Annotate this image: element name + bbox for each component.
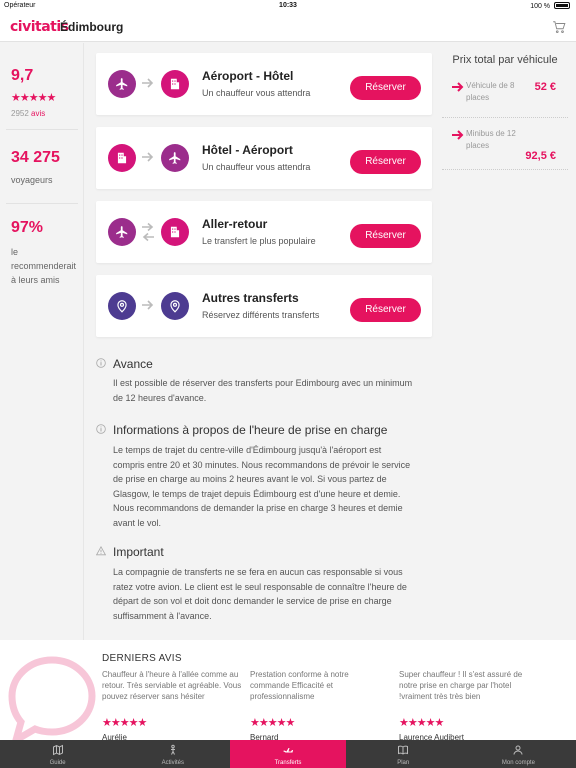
price-value: 92,5 € [525, 150, 556, 162]
arrow-right-icon [141, 77, 155, 89]
review-card[interactable] [250, 669, 390, 740]
info-body: Il est possible de réserver des transferts pour Edimbourg avec un minimum de 12 heures d'avance. [113, 378, 413, 403]
transfer-subtitle: Réservez différents transferts [202, 310, 320, 320]
reviews-count[interactable] [11, 109, 55, 118]
status-bar [0, 0, 576, 12]
round-trip-arrows-icon [141, 222, 155, 242]
transfer-title: Aéroport - Hôtel [202, 69, 294, 83]
review-author: Laurence Audibert [399, 733, 464, 740]
arrow-right-icon [452, 130, 464, 140]
arrow-right-icon [452, 82, 464, 92]
travellers-block [11, 149, 60, 187]
reviews-link[interactable]: avis [31, 109, 46, 118]
hotel-icon [161, 70, 189, 98]
recommend-label-line: le [11, 247, 19, 257]
battery-percent: 100 % [530, 3, 551, 10]
plane-icon [108, 218, 136, 246]
recommend-label-line: recommenderait [11, 261, 77, 271]
tab-guide[interactable] [0, 740, 115, 768]
review-author: Aurélie [102, 733, 127, 740]
battery-status [530, 2, 570, 10]
info-body: La compagnie de transferts ne se fera en aucun cas responsable si vous ratez votre avion. Le client est le seul responsable de connaître l'heure de départ de son vol et doit donc demander le service de prise en charge suffisamment à l'avance. [113, 567, 407, 621]
cart-icon[interactable] [552, 20, 566, 34]
review-author: Bernard [250, 733, 279, 740]
map-icon [52, 744, 64, 756]
price-label: Minibus de 12 places [466, 129, 516, 150]
info-title: Informations à propos de l'heure de prise en charge [113, 423, 388, 437]
transfer-title: Aller-retour [202, 217, 268, 231]
pin-icon [108, 292, 136, 320]
info-body: Le temps de trajet du centre-ville d'Édimbourg jusqu'à l'aéroport est compris entre 20 et 30 minutes. Nous recommandons de prévoir le service de prise en charge au moins 2 heures avant le vol. Si vous partez de Glasgow, le temps de trajet depuis Édimbourg est d'une heure et demie. Nous recommandons de demander la prise en charge 3 heures et demie avant le vol. [113, 445, 411, 528]
arrow-right-icon [141, 151, 155, 163]
review-text: Super chauffeur ! Il s'est assuré de notre prise en charge par l'hotel !vraiment très très bien [399, 670, 523, 701]
civitatis-logo[interactable]: civitatis [10, 19, 69, 35]
battery-icon [554, 2, 570, 9]
rating-block [11, 67, 55, 118]
info-icon [96, 424, 106, 434]
transfer-card-round-trip[interactable] [96, 201, 432, 263]
transfer-title: Autres transferts [202, 291, 299, 305]
recommend-block [11, 219, 76, 287]
book-icon [397, 744, 409, 756]
review-card[interactable] [102, 669, 242, 740]
reserve-button[interactable]: Réserver [350, 224, 421, 248]
recommend-label-line: à leurs amis [11, 275, 60, 285]
price-label: Véhicule de 8 places [466, 81, 515, 102]
review-card[interactable] [399, 669, 539, 740]
user-icon [512, 744, 524, 756]
transfer-title: Hôtel - Aéroport [202, 143, 293, 157]
transfer-subtitle: Le transfert le plus populaire [202, 236, 316, 246]
arrow-right-icon [141, 299, 155, 311]
ticket-icon [167, 744, 179, 756]
info-title: Important [113, 545, 164, 559]
travellers-label: voyageurs [11, 175, 53, 185]
stats-sidebar [0, 43, 84, 640]
carrier-label: Opérateur [4, 2, 36, 9]
price-item [442, 128, 568, 170]
tab-label: Mon compte [501, 760, 535, 766]
transfer-subtitle: Un chauffeur vous attendra [202, 162, 311, 172]
hotel-icon [161, 218, 189, 246]
reserve-button[interactable]: Réserver [350, 150, 421, 174]
review-text: Chauffeur à l'heure à l'allée comme au retour. Très serviable et agréable. Vous pouvez réserver sans hésiter [102, 670, 242, 701]
transfer-subtitle: Un chauffeur vous attendra [202, 88, 311, 98]
tab-label: Plan [397, 760, 410, 766]
recommend-value: 97% [11, 219, 44, 236]
plane-icon [161, 144, 189, 172]
clock: 10:33 [279, 2, 297, 9]
info-section-advance [96, 357, 436, 407]
info-section-important [96, 545, 436, 625]
app-header [0, 12, 576, 42]
price-panel [442, 54, 568, 170]
info-section-pickup [96, 423, 436, 533]
tab-label: Transferts [274, 760, 302, 766]
tab-label: Guide [49, 760, 66, 766]
hotel-icon [108, 144, 136, 172]
reviews-title: DERNIERS AVIS [102, 653, 182, 664]
tab-label: Activités [161, 760, 184, 766]
price-value: 52 € [534, 81, 556, 93]
tab-plan[interactable] [346, 740, 461, 768]
reserve-button[interactable]: Réserver [350, 298, 421, 322]
info-title: Avance [113, 357, 153, 371]
plane-icon [282, 744, 294, 756]
transfer-card-airport-hotel[interactable] [96, 53, 432, 115]
price-item [442, 80, 568, 118]
transfer-card-other[interactable] [96, 275, 432, 337]
rating-stars: ★★★★★ [11, 92, 56, 104]
reviews-count-number: 2952 [11, 109, 29, 118]
reserve-button[interactable]: Réserver [350, 76, 421, 100]
page-title: Édimbourg [60, 20, 124, 34]
recommend-label [11, 245, 76, 287]
review-stars: ★★★★★ [102, 717, 147, 729]
divider [6, 129, 78, 130]
reviews-section [0, 640, 576, 740]
review-stars: ★★★★★ [399, 717, 444, 729]
speech-bubble-icon [6, 654, 98, 740]
review-text: Prestation conforme à notre commande Efficacité et professionnalisme [250, 670, 349, 701]
tab-account[interactable] [461, 740, 576, 768]
plane-icon [108, 70, 136, 98]
transfer-card-hotel-airport[interactable] [96, 127, 432, 189]
warning-icon [96, 546, 106, 556]
review-stars: ★★★★★ [250, 717, 295, 729]
price-panel-title: Prix total par véhicule [452, 54, 558, 66]
tab-bar [0, 740, 576, 768]
pin-icon [161, 292, 189, 320]
info-icon [96, 358, 106, 368]
rating-value: 9,7 [11, 67, 34, 84]
divider [6, 203, 78, 204]
tab-transfers[interactable] [230, 740, 345, 768]
tab-activities[interactable] [115, 740, 230, 768]
travellers-value: 34 275 [11, 149, 60, 166]
